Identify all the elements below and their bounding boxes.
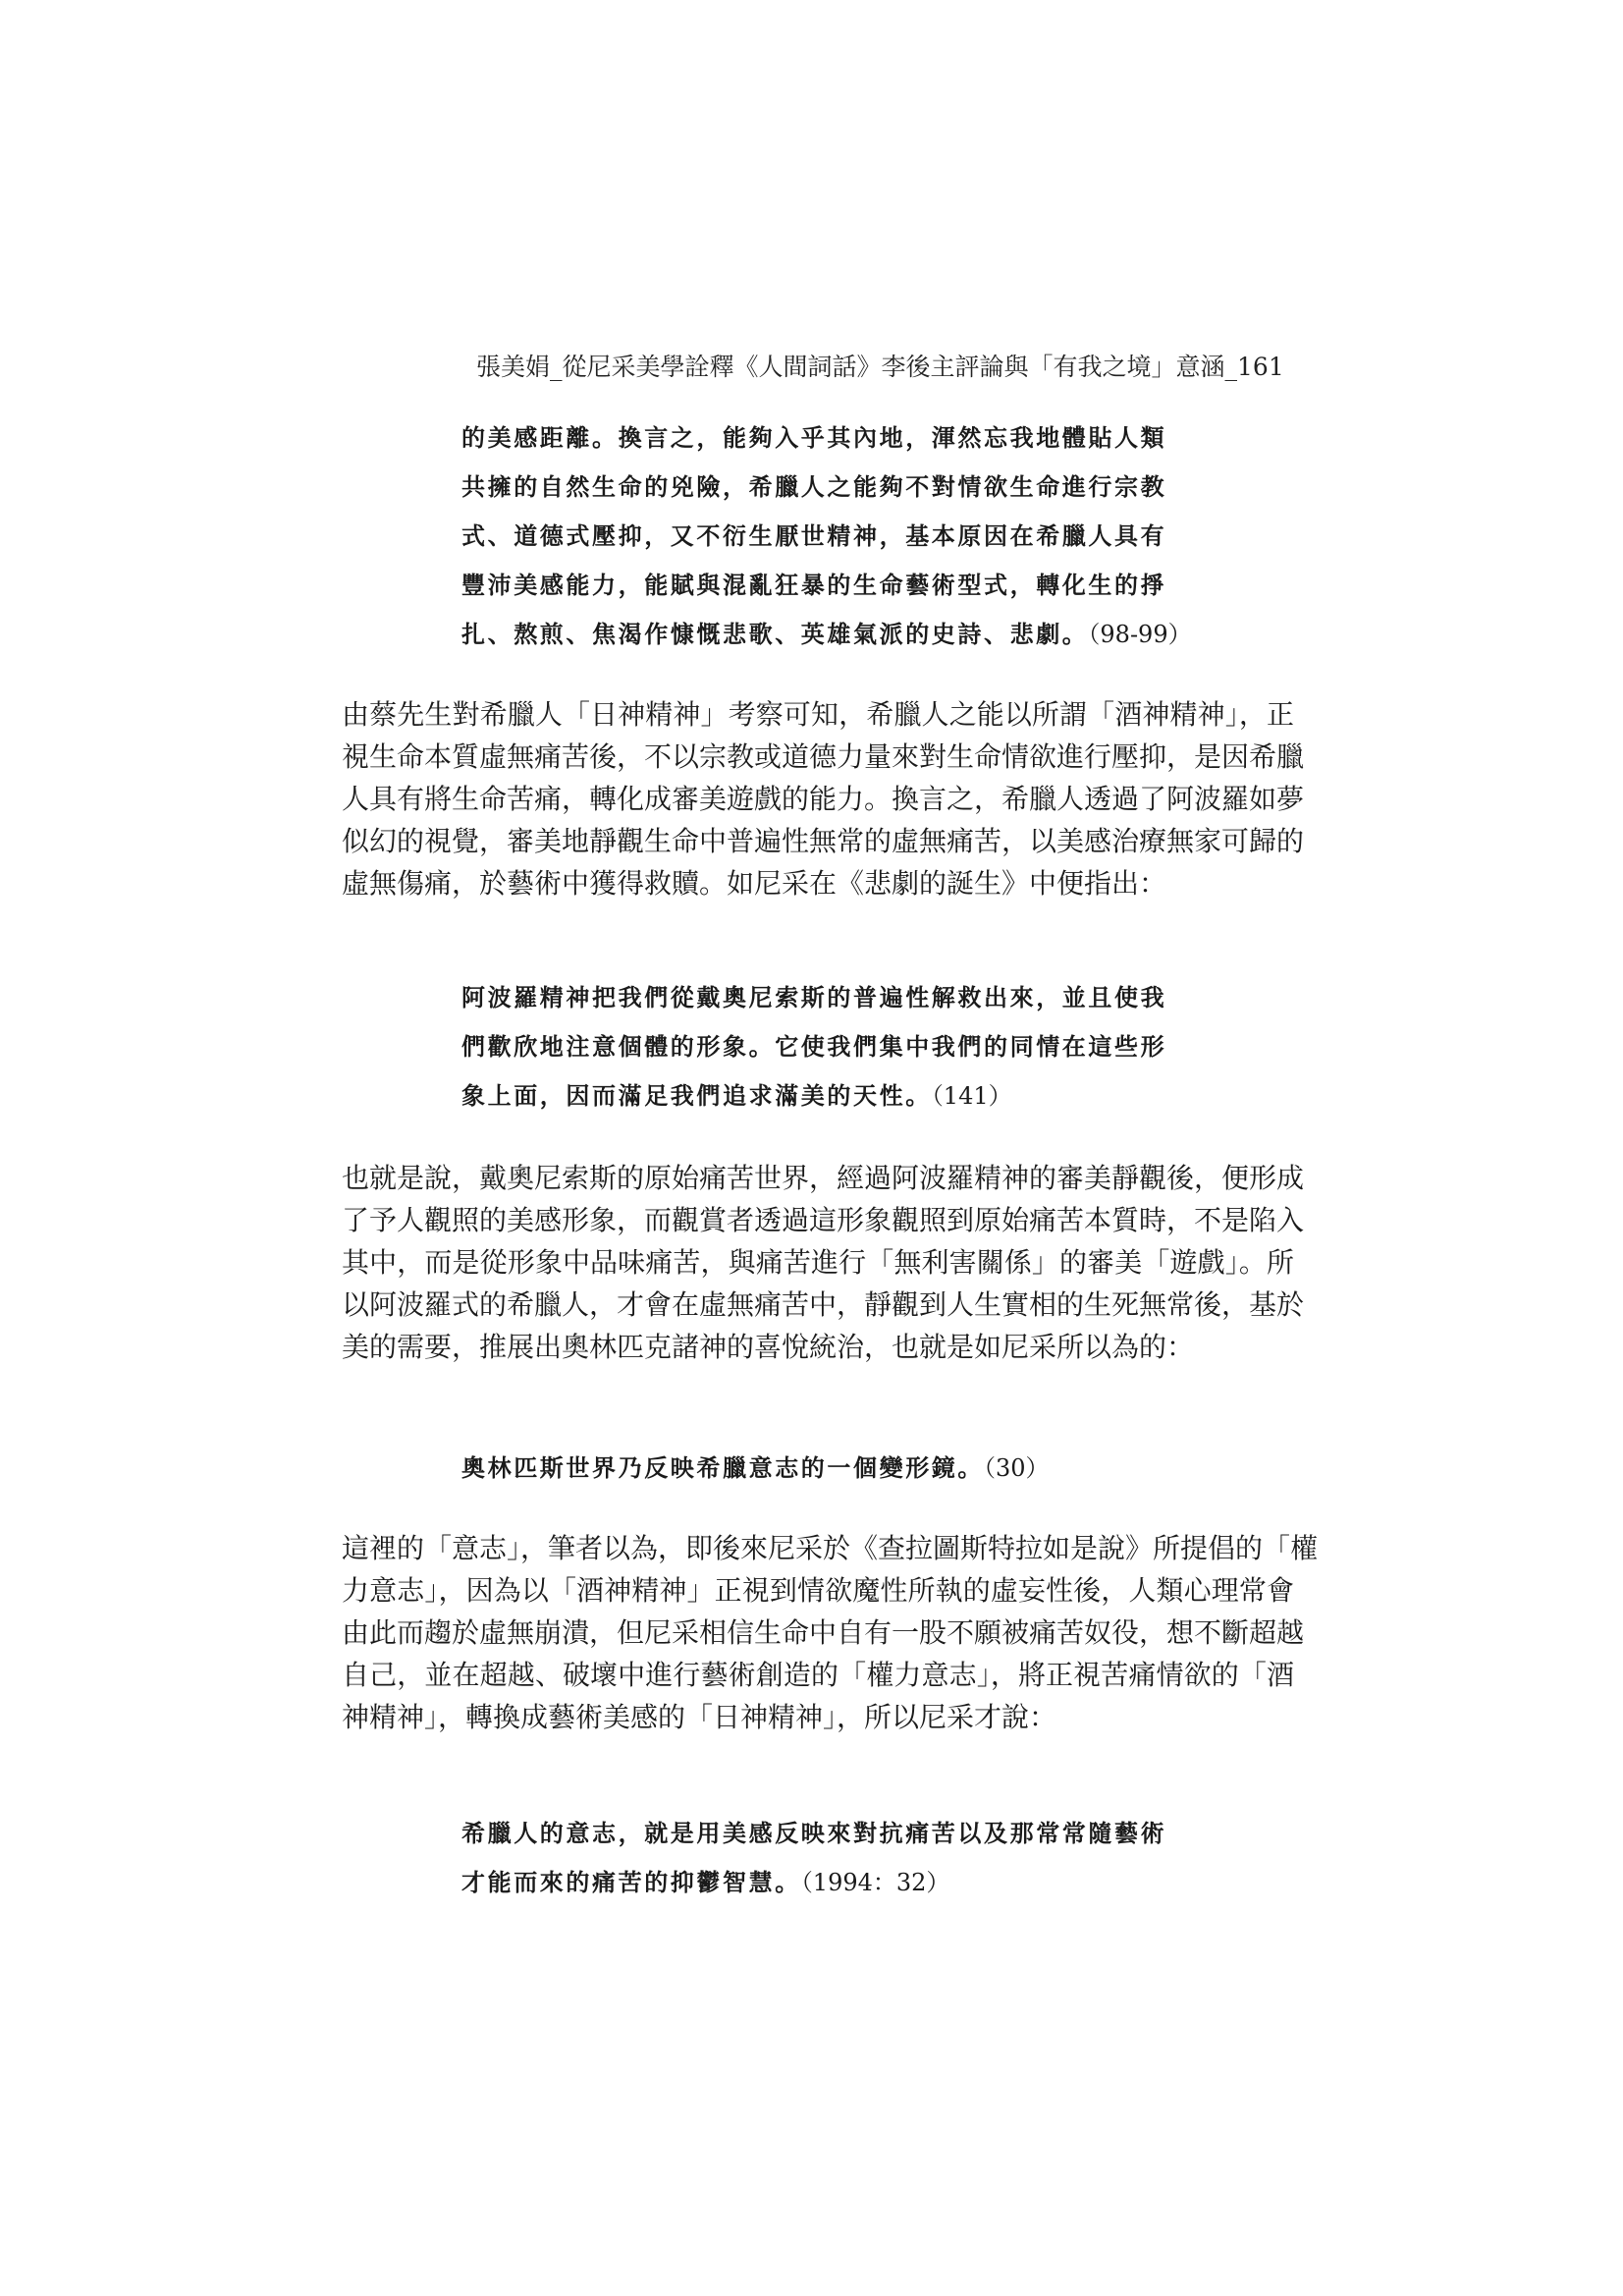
quote-text: 扎、熬煎、焦渴作慷慨悲歌、英雄氣派的史詩、悲劇。	[461, 621, 1089, 648]
paragraph-line: 力意志」，因為以「酒神精神」正視到情欲魔性所執的虛妄性後，人類心理常會	[342, 1574, 1294, 1607]
body-paragraph	[342, 1157, 1305, 1368]
paragraph-line: 這裡的「意志」，筆者以為，即後來尼采於《查拉圖斯特拉如是說》所提倡的「權	[342, 1532, 1319, 1564]
quote-text: 才能而來的痛苦的抑鬱智慧。	[461, 1869, 801, 1896]
quote-line	[461, 610, 1227, 659]
quote-citation: （98-99）	[1088, 621, 1192, 648]
quote-text: 象上面，因而滿足我們追求滿美的天性。	[461, 1082, 932, 1110]
block-quote	[461, 1809, 1227, 1907]
quote-line: 式、道德式壓抑，又不衍生厭世精神，基本原因在希臘人具有	[461, 522, 1167, 550]
quote-citation: （141）	[931, 1082, 1012, 1110]
paragraph-line: 以阿波羅式的希臘人，才會在虛無痛苦中，靜觀到人生實相的生死無常後，基於	[342, 1288, 1305, 1321]
quote-line: 共擁的自然生命的兇險，希臘人之能夠不對情欲生命進行宗教	[461, 473, 1167, 501]
quote-line	[461, 1444, 1227, 1493]
block-quote	[461, 973, 1227, 1121]
body-paragraph	[342, 693, 1305, 904]
paragraph-line: 由蔡先生對希臘人「日神精神」考察可知，希臘人之能以所謂「酒神精神」，正	[342, 698, 1294, 731]
paragraph-line: 視生命本質虛無痛苦後，不以宗教或道德力量來對生命情欲進行壓抑，是因希臘	[342, 740, 1305, 773]
paragraph-line: 美的需要，推展出奧林匹克諸神的喜悅統治，也就是如尼采所以為的：	[342, 1331, 1195, 1363]
quote-line: 阿波羅精神把我們從戴奧尼索斯的普遍性解救出來，並且使我	[461, 984, 1167, 1011]
body-paragraph	[342, 1527, 1319, 1738]
quote-line: 的美感距離。換言之，能夠入乎其內地，渾然忘我地體貼人類	[461, 424, 1167, 452]
quote-citation: （1994：32）	[800, 1869, 950, 1896]
running-head: 張美娟_從尼采美學詮釋《人間詞話》李後主評論與「有我之境」意涵_161	[476, 353, 1284, 381]
paragraph-line: 也就是說，戴奧尼索斯的原始痛苦世界，經過阿波羅精神的審美靜觀後，便形成	[342, 1162, 1305, 1194]
paragraph-line: 人具有將生命苦痛，轉化成審美遊戲的能力。換言之，希臘人透過了阿波羅如夢	[342, 783, 1305, 815]
paragraph-line: 似幻的視覺，審美地靜觀生命中普遍性無常的虛無痛苦，以美感治療無家可歸的	[342, 825, 1305, 857]
quote-line: 們歡欣地注意個體的形象。它使我們集中我們的同情在這些形	[461, 1033, 1167, 1061]
quote-line: 希臘人的意志，就是用美感反映來對抗痛苦以及那常常隨藝術	[461, 1820, 1167, 1847]
quote-citation: （30）	[984, 1454, 1050, 1482]
quote-line	[461, 1858, 1227, 1907]
quote-text: 奧林匹斯世界乃反映希臘意志的一個變形鏡。	[461, 1454, 984, 1482]
paragraph-line: 自己，並在超越、破壞中進行藝術創造的「權力意志」，將正視苦痛情欲的「酒	[342, 1659, 1294, 1691]
block-quote	[461, 413, 1227, 659]
quote-line	[461, 1071, 1227, 1121]
paragraph-line: 神精神」，轉換成藝術美感的「日神精神」，所以尼采才說：	[342, 1701, 1057, 1733]
paragraph-line: 了予人觀照的美感形象，而觀賞者透過這形象觀照到原始痛苦本質時，不是陷入	[342, 1204, 1305, 1236]
block-quote	[461, 1444, 1227, 1493]
paragraph-line: 其中，而是從形象中品味痛苦，與痛苦進行「無利害關係」的審美「遊戲」。所	[342, 1246, 1294, 1279]
paragraph-line: 虛無傷痛，於藝術中獲得救贖。如尼采在《悲劇的誕生》中便指出：	[342, 867, 1167, 900]
paragraph-line: 由此而趨於虛無崩潰，但尼采相信生命中自有一股不願被痛苦奴役，想不斷超越	[342, 1616, 1305, 1649]
quote-line: 豐沛美感能力，能賦與混亂狂暴的生命藝術型式，轉化生的掙	[461, 572, 1167, 599]
